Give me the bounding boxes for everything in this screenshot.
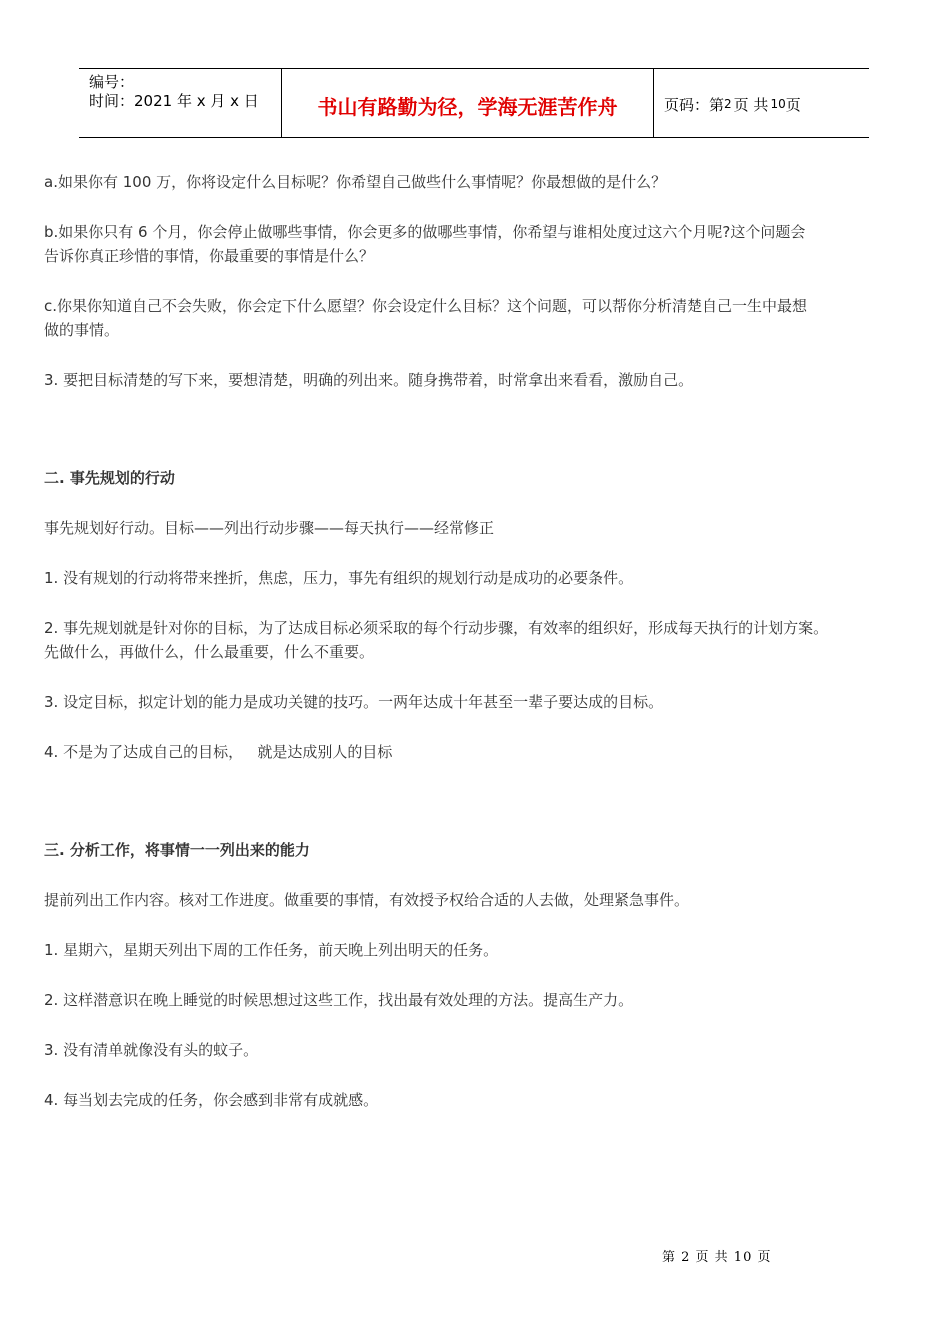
section-3-item-2: 2. 这样潜意识在晚上睡觉的时候思想过这些工作，找出最有效处理的方法。提高生产力。 [44,991,634,1009]
paragraph-c-line1: c.你果你知道自己不会失败，你会定下什么愿望？你会设定什么目标？这个问题，可以帮你分析清楚自己一生中最想 [44,297,808,315]
header-left-cell [79,69,281,137]
section-2-intro: 事先规划好行动。目标——列出行动步骤——每天执行——经常修正 [44,519,495,537]
section-2-item-4: 4. 不是为了达成自己的目标， 就是达成别人的目标 [44,743,393,761]
section-3-intro: 提前列出工作内容。核对工作进度。做重要的事情，有效授予权给合适的人去做，处理紧急事件。 [44,891,690,909]
page-header [79,68,869,138]
section-2-item-3: 3. 设定目标，拟定计划的能力是成功关键的技巧。一两年达成十年甚至一辈子要达成的目标。 [44,693,664,711]
paragraph-c-line2: 做的事情。 [44,321,120,339]
paragraph-3: 3. 要把目标清楚的写下来，要想清楚，明确的列出来。随身携带着，时常拿出来看看，激励自己。 [44,371,694,389]
section-2-item-2-line2: 先做什么，再做什么，什么最重要，什么不重要。 [44,643,375,661]
page-num: 2 [724,97,732,111]
header-page-info [654,69,869,137]
document-body [44,170,919,1112]
page-prefix: 页码：第 [664,95,725,114]
section-2-item-1: 1. 没有规划的行动将带来挫折，焦虑，压力，事先有组织的规划行动是成功的必要条件。 [44,569,634,587]
paragraph-b-line1: b.如果你只有 6 个月，你会停止做哪些事情，你会更多的做哪些事情，你希望与谁相处度过这六个月呢?这个问题会 [44,223,806,241]
page-mid: 页 共 [733,95,769,114]
section-3-item-3: 3. 没有清单就像没有头的蚊子。 [44,1041,259,1059]
section-2-item-2-line1: 2. 事先规划就是针对你的目标，为了达成目标必须采取的每个行动步骤，有效率的组织好，形成每天执行的计划方案。 [44,619,829,637]
section-3-item-4: 4. 每当划去完成的任务，你会感到非常有成就感。 [44,1091,379,1109]
date-label: 时间：2021 年 x 月 x 日 [89,92,259,110]
page-suffix: 页 [785,95,801,114]
page-total: 10 [770,97,786,111]
section-2-heading: 二. 事先规划的行动 [44,469,175,487]
section-3-item-1: 1. 星期六，星期天列出下周的工作任务，前天晚上列出明天的任务。 [44,941,499,959]
paragraph-a: a.如果你有 100 万，你将设定什么目标呢？你希望自己做些什么事情呢？你最想做的是什么？ [44,173,667,191]
section-3-heading: 三. 分析工作，将事情一一列出来的能力 [44,841,310,859]
page-footer: 第 2 页 共 10 页 [662,1250,772,1265]
paragraph-b-line2: 告诉你真正珍惜的事情，你最重要的事情是什么？ [44,247,375,265]
number-label: 编号： [89,73,135,91]
header-motto: 书山有路勤为径，学海无涯苦作舟 [281,69,654,137]
